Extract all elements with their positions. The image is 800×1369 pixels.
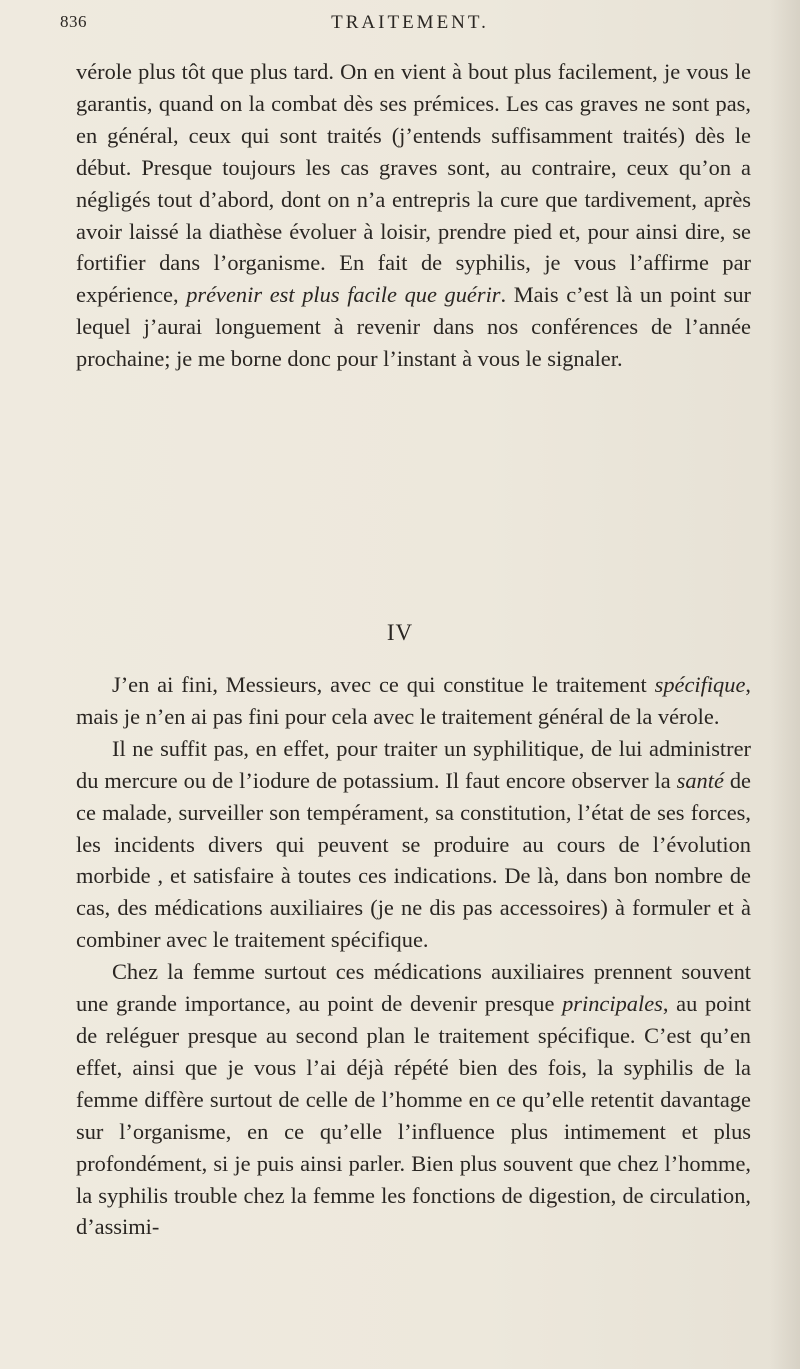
paragraph-2-italic: santé (676, 767, 724, 793)
paragraph-2-text-1: Il ne suffit pas, en effet, pour traiter un syphilitique, de lui administrer du mercure ou de l’iodure de potassium. Il faut encore observer la (76, 735, 751, 793)
continuation-italic: prévenir est plus facile que guérir (186, 282, 501, 308)
section-body (76, 641, 751, 1243)
paragraph-3-text-1: Chez la femme surtout ces médications auxiliaires prennent souvent une grande importance, au point de devenir presque (76, 959, 751, 1017)
page-header (60, 8, 760, 48)
running-title: TRAITEMENT. (331, 12, 489, 33)
paragraph-2 (76, 733, 751, 956)
section-number: IV (386, 620, 414, 645)
paragraph-2-text-2: de ce malade, surveiller son tempérament, sa constitution, l’état de ses forces, les incidents divers qui peuvent se produire au cours de l’évolution morbide , et satisfaire à toutes ces indications. De là, dans bon nombre de cas, des médications auxiliaires (je ne dis pas accessoires) à formuler et à combiner avec le traitement spécifique. (76, 767, 751, 953)
paragraph-3-italic: principales (562, 991, 663, 1017)
paragraph-1-text-1: J’en ai fini, Messieurs, avec ce qui constitue le traitement (112, 672, 655, 697)
paragraph-1-text-2: , mais je n’en ai pas fini pour cela avec le traitement général de la vérole. (76, 672, 751, 729)
continuation-text-block (76, 56, 751, 375)
continuation-paragraph (76, 56, 751, 375)
continuation-text-1: vérole plus tôt que plus tard. On en vient à bout plus facilement, je vous le garantis, quand on la combat dès ses prémices. Les cas graves ne sont pas, en général, ceux qui sont traités (j’entends suffisamment traités) dès le début. Presque toujours les cas graves sont, au contraire, ceux qu’on a négligés tout d’abord, dont on n’a entrepris la cure que tardivement, après avoir laissé la diathèse évoluer à loisir, prendre pied et, pour ainsi dire, se fortifier dans l’organisme. En fait de syphilis, je vous l’affirme par expérience, (76, 59, 751, 308)
page-number: 836 (60, 12, 87, 31)
paragraph-3 (76, 956, 751, 1243)
continuation-text-2: . Mais c’est là un point sur lequel j’aurai longuement à revenir dans nos conférences de l’année prochaine; je me borne donc pour l’instant à vous le signaler. (76, 282, 751, 372)
paragraph-1-italic: spécifique (654, 672, 746, 697)
page-edge-shadow (770, 0, 800, 1369)
paragraph-1 (76, 669, 751, 733)
paragraph-3-text-2: , au point de reléguer presque au second plan le traitement spécifique. C’est qu’en effet, ainsi que je vous l’ai déjà répété bien des fois, la syphilis de la femme diffère surtout de celle de l’homme en ce qu’elle retentit davantage sur l’organisme, en ce qu’elle l’influence plus intimement et plus profondément, si je puis ainsi parler. Bien plus souvent que chez l’homme, la syphilis trouble chez la femme les fonctions de digestion, de circulation, d’assimi- (76, 991, 751, 1240)
